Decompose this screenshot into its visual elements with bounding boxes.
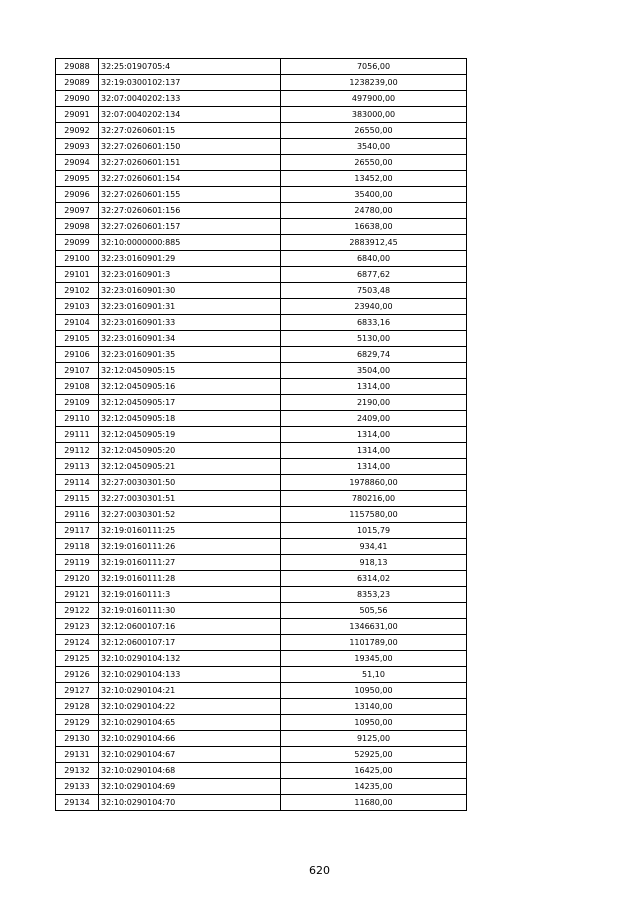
cadastral-number-cell: 32:12:0450905:20 bbox=[99, 443, 281, 459]
cadastral-number-cell: 32:07:0040202:134 bbox=[99, 107, 281, 123]
cadastral-number-cell: 32:25:0190705:4 bbox=[99, 59, 281, 75]
row-number-cell: 29104 bbox=[56, 315, 99, 331]
cadastral-number-cell: 32:12:0600107:17 bbox=[99, 635, 281, 651]
table-row bbox=[56, 779, 467, 795]
row-number-cell: 29131 bbox=[56, 747, 99, 763]
cadastral-number-cell: 32:19:0300102:137 bbox=[99, 75, 281, 91]
row-number-cell: 29090 bbox=[56, 91, 99, 107]
row-number-cell: 29127 bbox=[56, 683, 99, 699]
value-cell: 19345,00 bbox=[281, 651, 467, 667]
table-row bbox=[56, 427, 467, 443]
cadastral-number-cell: 32:27:0030301:51 bbox=[99, 491, 281, 507]
table-row bbox=[56, 187, 467, 203]
table-row bbox=[56, 747, 467, 763]
cadastral-number-cell: 32:23:0160901:31 bbox=[99, 299, 281, 315]
table-row bbox=[56, 315, 467, 331]
row-number-cell: 29096 bbox=[56, 187, 99, 203]
value-cell: 1346631,00 bbox=[281, 619, 467, 635]
value-cell: 6833,16 bbox=[281, 315, 467, 331]
table-row bbox=[56, 459, 467, 475]
row-number-cell: 29093 bbox=[56, 139, 99, 155]
row-number-cell: 29105 bbox=[56, 331, 99, 347]
value-cell: 52925,00 bbox=[281, 747, 467, 763]
table-body bbox=[56, 59, 467, 811]
row-number-cell: 29125 bbox=[56, 651, 99, 667]
value-cell: 26550,00 bbox=[281, 155, 467, 171]
table-row bbox=[56, 283, 467, 299]
value-cell: 24780,00 bbox=[281, 203, 467, 219]
row-number-cell: 29124 bbox=[56, 635, 99, 651]
row-number-cell: 29114 bbox=[56, 475, 99, 491]
value-cell: 14235,00 bbox=[281, 779, 467, 795]
row-number-cell: 29117 bbox=[56, 523, 99, 539]
table-row bbox=[56, 395, 467, 411]
value-cell: 1978860,00 bbox=[281, 475, 467, 491]
table-row bbox=[56, 619, 467, 635]
value-cell: 6840,00 bbox=[281, 251, 467, 267]
value-cell: 6877,62 bbox=[281, 267, 467, 283]
cadastral-number-cell: 32:10:0290104:132 bbox=[99, 651, 281, 667]
row-number-cell: 29119 bbox=[56, 555, 99, 571]
row-number-cell: 29128 bbox=[56, 699, 99, 715]
row-number-cell: 29116 bbox=[56, 507, 99, 523]
row-number-cell: 29101 bbox=[56, 267, 99, 283]
row-number-cell: 29134 bbox=[56, 795, 99, 811]
table-row bbox=[56, 203, 467, 219]
cadastral-number-cell: 32:10:0290104:22 bbox=[99, 699, 281, 715]
row-number-cell: 29100 bbox=[56, 251, 99, 267]
cadastral-number-cell: 32:12:0450905:16 bbox=[99, 379, 281, 395]
row-number-cell: 29122 bbox=[56, 603, 99, 619]
cadastral-number-cell: 32:12:0450905:17 bbox=[99, 395, 281, 411]
row-number-cell: 29112 bbox=[56, 443, 99, 459]
row-number-cell: 29111 bbox=[56, 427, 99, 443]
cadastral-number-cell: 32:27:0260601:157 bbox=[99, 219, 281, 235]
table-row bbox=[56, 123, 467, 139]
value-cell: 505,56 bbox=[281, 603, 467, 619]
value-cell: 780216,00 bbox=[281, 491, 467, 507]
cadastral-number-cell: 32:10:0000000:885 bbox=[99, 235, 281, 251]
cadastral-number-cell: 32:19:0160111:27 bbox=[99, 555, 281, 571]
table-row bbox=[56, 251, 467, 267]
row-number-cell: 29091 bbox=[56, 107, 99, 123]
table-row bbox=[56, 443, 467, 459]
row-number-cell: 29094 bbox=[56, 155, 99, 171]
row-number-cell: 29113 bbox=[56, 459, 99, 475]
value-cell: 2409,00 bbox=[281, 411, 467, 427]
row-number-cell: 29088 bbox=[56, 59, 99, 75]
table-row bbox=[56, 299, 467, 315]
cadastral-number-cell: 32:10:0290104:67 bbox=[99, 747, 281, 763]
row-number-cell: 29118 bbox=[56, 539, 99, 555]
cadastral-number-cell: 32:23:0160901:33 bbox=[99, 315, 281, 331]
value-cell: 3540,00 bbox=[281, 139, 467, 155]
table-row bbox=[56, 683, 467, 699]
row-number-cell: 29102 bbox=[56, 283, 99, 299]
cadastral-value-table bbox=[55, 58, 467, 811]
cadastral-number-cell: 32:07:0040202:133 bbox=[99, 91, 281, 107]
cadastral-number-cell: 32:19:0160111:30 bbox=[99, 603, 281, 619]
value-cell: 10950,00 bbox=[281, 683, 467, 699]
cadastral-number-cell: 32:12:0450905:18 bbox=[99, 411, 281, 427]
table-row bbox=[56, 219, 467, 235]
row-number-cell: 29099 bbox=[56, 235, 99, 251]
table-row bbox=[56, 715, 467, 731]
cadastral-number-cell: 32:19:0160111:25 bbox=[99, 523, 281, 539]
table-row bbox=[56, 587, 467, 603]
row-number-cell: 29092 bbox=[56, 123, 99, 139]
cadastral-number-cell: 32:23:0160901:3 bbox=[99, 267, 281, 283]
cadastral-number-cell: 32:12:0600107:16 bbox=[99, 619, 281, 635]
table-row bbox=[56, 59, 467, 75]
table-row bbox=[56, 795, 467, 811]
table-row bbox=[56, 651, 467, 667]
table-row bbox=[56, 571, 467, 587]
row-number-cell: 29095 bbox=[56, 171, 99, 187]
cadastral-number-cell: 32:10:0290104:69 bbox=[99, 779, 281, 795]
cadastral-number-cell: 32:27:0030301:50 bbox=[99, 475, 281, 491]
value-cell: 383000,00 bbox=[281, 107, 467, 123]
row-number-cell: 29121 bbox=[56, 587, 99, 603]
cadastral-number-cell: 32:27:0030301:52 bbox=[99, 507, 281, 523]
value-cell: 1314,00 bbox=[281, 443, 467, 459]
value-cell: 9125,00 bbox=[281, 731, 467, 747]
value-cell: 6829,74 bbox=[281, 347, 467, 363]
cadastral-number-cell: 32:19:0160111:28 bbox=[99, 571, 281, 587]
cadastral-number-cell: 32:10:0290104:70 bbox=[99, 795, 281, 811]
row-number-cell: 29108 bbox=[56, 379, 99, 395]
table-row bbox=[56, 235, 467, 251]
table-row bbox=[56, 331, 467, 347]
value-cell: 497900,00 bbox=[281, 91, 467, 107]
cadastral-number-cell: 32:10:0290104:21 bbox=[99, 683, 281, 699]
value-cell: 1238239,00 bbox=[281, 75, 467, 91]
row-number-cell: 29109 bbox=[56, 395, 99, 411]
cadastral-number-cell: 32:19:0160111:3 bbox=[99, 587, 281, 603]
cadastral-number-cell: 32:27:0260601:151 bbox=[99, 155, 281, 171]
value-cell: 2190,00 bbox=[281, 395, 467, 411]
row-number-cell: 29123 bbox=[56, 619, 99, 635]
row-number-cell: 29107 bbox=[56, 363, 99, 379]
row-number-cell: 29120 bbox=[56, 571, 99, 587]
value-cell: 23940,00 bbox=[281, 299, 467, 315]
row-number-cell: 29132 bbox=[56, 763, 99, 779]
table-row bbox=[56, 635, 467, 651]
cadastral-number-cell: 32:12:0450905:19 bbox=[99, 427, 281, 443]
table-row bbox=[56, 475, 467, 491]
table-row bbox=[56, 523, 467, 539]
row-number-cell: 29133 bbox=[56, 779, 99, 795]
cadastral-number-cell: 32:10:0290104:66 bbox=[99, 731, 281, 747]
row-number-cell: 29106 bbox=[56, 347, 99, 363]
table-row bbox=[56, 411, 467, 427]
table-row bbox=[56, 363, 467, 379]
table-row bbox=[56, 379, 467, 395]
table-row bbox=[56, 267, 467, 283]
value-cell: 934,41 bbox=[281, 539, 467, 555]
cadastral-number-cell: 32:23:0160901:30 bbox=[99, 283, 281, 299]
table-row bbox=[56, 603, 467, 619]
table-row bbox=[56, 107, 467, 123]
page-number: 620 bbox=[309, 864, 330, 877]
table-row bbox=[56, 539, 467, 555]
value-cell: 13452,00 bbox=[281, 171, 467, 187]
table-row bbox=[56, 171, 467, 187]
cadastral-number-cell: 32:27:0260601:15 bbox=[99, 123, 281, 139]
table-row bbox=[56, 731, 467, 747]
cadastral-number-cell: 32:27:0260601:150 bbox=[99, 139, 281, 155]
row-number-cell: 29129 bbox=[56, 715, 99, 731]
value-cell: 1314,00 bbox=[281, 427, 467, 443]
value-cell: 1314,00 bbox=[281, 379, 467, 395]
table-row bbox=[56, 667, 467, 683]
table-row bbox=[56, 507, 467, 523]
cadastral-number-cell: 32:23:0160901:35 bbox=[99, 347, 281, 363]
value-cell: 1314,00 bbox=[281, 459, 467, 475]
value-cell: 1157580,00 bbox=[281, 507, 467, 523]
table-row bbox=[56, 75, 467, 91]
cadastral-number-cell: 32:23:0160901:29 bbox=[99, 251, 281, 267]
value-cell: 51,10 bbox=[281, 667, 467, 683]
value-cell: 16638,00 bbox=[281, 219, 467, 235]
value-cell: 7503,48 bbox=[281, 283, 467, 299]
value-cell: 1101789,00 bbox=[281, 635, 467, 651]
row-number-cell: 29130 bbox=[56, 731, 99, 747]
table-row bbox=[56, 555, 467, 571]
value-cell: 26550,00 bbox=[281, 123, 467, 139]
table-row bbox=[56, 347, 467, 363]
row-number-cell: 29097 bbox=[56, 203, 99, 219]
cadastral-number-cell: 32:27:0260601:155 bbox=[99, 187, 281, 203]
cadastral-number-cell: 32:12:0450905:21 bbox=[99, 459, 281, 475]
value-cell: 918,13 bbox=[281, 555, 467, 571]
table-row bbox=[56, 491, 467, 507]
cadastral-number-cell: 32:27:0260601:154 bbox=[99, 171, 281, 187]
cadastral-number-cell: 32:12:0450905:15 bbox=[99, 363, 281, 379]
row-number-cell: 29089 bbox=[56, 75, 99, 91]
row-number-cell: 29115 bbox=[56, 491, 99, 507]
cadastral-number-cell: 32:19:0160111:26 bbox=[99, 539, 281, 555]
table-row bbox=[56, 155, 467, 171]
value-cell: 5130,00 bbox=[281, 331, 467, 347]
cadastral-number-cell: 32:10:0290104:133 bbox=[99, 667, 281, 683]
value-cell: 8353,23 bbox=[281, 587, 467, 603]
table-row bbox=[56, 763, 467, 779]
table-row bbox=[56, 139, 467, 155]
row-number-cell: 29098 bbox=[56, 219, 99, 235]
cadastral-number-cell: 32:10:0290104:68 bbox=[99, 763, 281, 779]
value-cell: 2883912,45 bbox=[281, 235, 467, 251]
value-cell: 35400,00 bbox=[281, 187, 467, 203]
row-number-cell: 29126 bbox=[56, 667, 99, 683]
table-row bbox=[56, 91, 467, 107]
value-cell: 13140,00 bbox=[281, 699, 467, 715]
value-cell: 3504,00 bbox=[281, 363, 467, 379]
table-row bbox=[56, 699, 467, 715]
value-cell: 16425,00 bbox=[281, 763, 467, 779]
row-number-cell: 29110 bbox=[56, 411, 99, 427]
value-cell: 10950,00 bbox=[281, 715, 467, 731]
cadastral-number-cell: 32:10:0290104:65 bbox=[99, 715, 281, 731]
cadastral-number-cell: 32:23:0160901:34 bbox=[99, 331, 281, 347]
value-cell: 6314,02 bbox=[281, 571, 467, 587]
value-cell: 7056,00 bbox=[281, 59, 467, 75]
value-cell: 11680,00 bbox=[281, 795, 467, 811]
value-cell: 1015,79 bbox=[281, 523, 467, 539]
cadastral-number-cell: 32:27:0260601:156 bbox=[99, 203, 281, 219]
row-number-cell: 29103 bbox=[56, 299, 99, 315]
